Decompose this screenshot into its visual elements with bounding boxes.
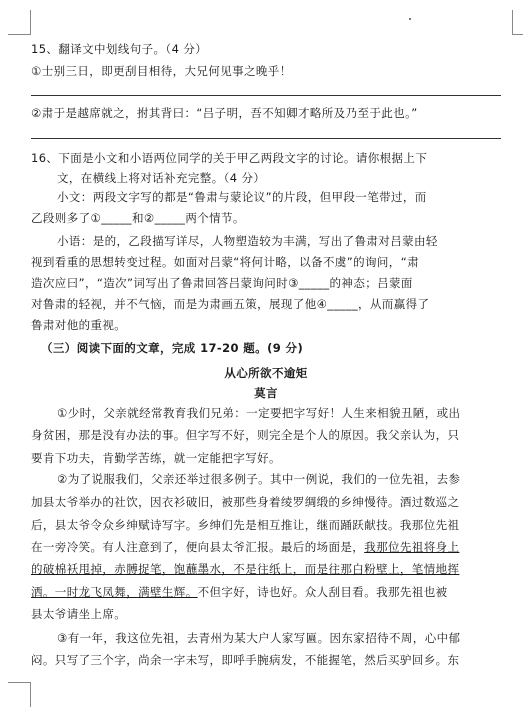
paragraph-2-line-4-start: 在一旁冷笑。有人注意到了，便向县太爷汇报。最后的场面是， — [31, 540, 365, 554]
q15-sentence-1: ①士别三日，即更刮目相待，大兄何见事之晚乎！ — [31, 64, 292, 78]
q16-xiaoyu-2: 视到看重的思想转变过程。如面对吕蒙“将何计略，以备不虞”的询问，“肃 — [31, 255, 419, 269]
article-title: 从心所欲不逾矩 — [224, 366, 308, 380]
underlined-sentence-end: 洒。一时龙飞凤舞，满壁生辉。 — [31, 585, 198, 599]
q16-line-1: 16、下面是小文和小语两位同学的关于甲乙两段文字的讨论。请你根据上下 — [31, 151, 428, 165]
crop-mark-top-right — [512, 10, 523, 35]
paragraph-3-line-1: ③有一年，我这位先祖，去青州为某大户人家写匾。因东家招待不周，心中郁 — [57, 631, 461, 645]
q16-xiaowen-1: 小文：两段文字写的都是“鲁肃与蒙论议”的片段，但甲段一笔带过，而 — [57, 190, 427, 204]
scan-speck — [409, 18, 411, 20]
crop-mark-top-left — [8, 10, 31, 35]
paragraph-2-line-6 — [31, 585, 501, 600]
underlined-sentence-middle: 的破棉袄甩掉，赤膊捉笔，饱蘸墨水，不是往纸上，而是往那白粉壁上，笔情地挥 — [31, 562, 460, 576]
q16-xiaoyu-5: 鲁肃对他的重视。 — [31, 318, 127, 332]
q16-xiaoyu-3: 造次应曰”，“造次”词写出了鲁肃回答吕蒙询问时③_____的神态；吕蒙面 — [31, 276, 413, 290]
paragraph-3-line-2: 闷。只写了三个字，尚余一字未写，即呼手腕病发，不能握笔，然后买驴回乡。东 — [31, 653, 460, 667]
paragraph-1-line-2: 身贫困，那是没有办法的事。但字写不好，则完全是个人的原因。我父亲认为，只 — [31, 428, 460, 442]
q15-title: 15、翻译文中划线句子。（4 分） — [31, 42, 208, 56]
answer-line-2 — [31, 138, 501, 139]
paragraph-1-line-1: ①少时，父亲就经常教育我们兄弟：一定要把字写好！人生来相貌丑陋，或出 — [57, 406, 461, 420]
paragraph-1-line-3: 要肯下功夫，肯勤学苦练，就一定能把字写好。 — [31, 451, 281, 465]
q15-sentence-2: ②肃于是越席就之，拊其背曰：“吕子明，吾不知卿才略所及乃至于此也。” — [31, 106, 418, 120]
crop-mark-bottom-left — [8, 682, 31, 707]
q16-xiaowen-2: 乙段则多了①_____和②_____两个情节。 — [31, 211, 245, 225]
article-author: 莫言 — [254, 386, 278, 400]
underlined-sentence-start: 我那位先祖将身上 — [364, 540, 460, 554]
paragraph-2-line-4 — [31, 540, 501, 555]
q16-xiaoyu-1: 小语：是的，乙段描写详尽，人物塑造较为丰满，写出了鲁肃对吕蒙由轻 — [57, 234, 438, 248]
paragraph-2-line-2: 加县太爷举办的社饮，因衣衫破旧，被那些身着绫罗绸缎的乡绅慢待。酒过数巡之 — [31, 495, 460, 509]
paragraph-2-line-3: 后，县太爷令众乡绅赋诗写字。乡绅们先是相互推让，继而踊跃献技。我那位先祖 — [31, 518, 460, 532]
paragraph-2-line-1: ②为了说服我们，父亲还举过很多例子。其中一例说，我们的一位先祖，去参 — [57, 472, 461, 486]
paragraph-2-line-6-rest: 不但字好，诗也好。众人刮目看。我那先祖也被 — [197, 585, 448, 599]
section-heading: （三）阅读下面的文章，完成 17-20 题。(9 分) — [41, 341, 304, 355]
answer-line-1 — [31, 95, 501, 96]
q16-line-2: 文，在横线上将对话补充完整。（4 分） — [57, 171, 266, 185]
paragraph-2-line-7: 县太爷请坐上席。 — [31, 607, 127, 621]
q16-xiaoyu-4: 对鲁肃的轻视，并不气恼，而是为肃画五策，展现了他④_____，从而赢得了 — [31, 297, 430, 311]
